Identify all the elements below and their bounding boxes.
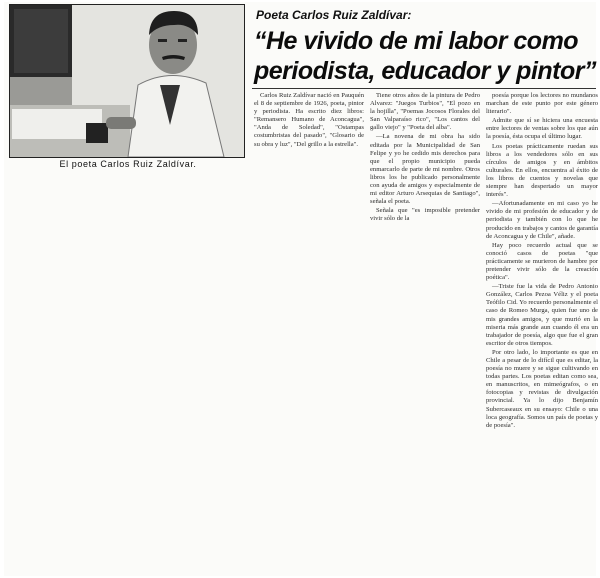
- paragraph: Por otro lado, lo importante es que en Chile a pesar de lo difícil que es editar, la poesía no muere y se sigue cultivando en todas partes. Los poetas editan como sea, en manuscritos, en mimeógrafos, o en fotocopias y revistas de divulgación provincial. Ya lo dijo Benjamín Subercaseaux en su ensayo: Chile o una loca geografía. Somos un país de poetas y de poesía".: [486, 348, 598, 429]
- paragraph: Tiene otros años de la pintura de Pedro Alvarez: "Juegos Turbios", "El pozo en la hojilla", "Poemas Jocosos Florales del San Valparaíso rico", "Los cantos del gallo viejo" y "Poeta del alba".: [370, 92, 480, 132]
- paragraph: Señala que "es imposible pretender vivir sólo de la: [370, 207, 480, 223]
- article-headline: “He vivido de mi labor como periodista, educador y pintor”: [254, 27, 596, 85]
- paragraph: —La novena de mi obra ha sido editada por la Municipalidad de San Felipe y yo he cedido mis derechos para que el propio municipio pueda enmarcarlo de parte de mi nombre. Otros libros los he publicado personalmente con ayuda de amigos y especialmente de mi editor Arturo Arsequias de Santiago", señala el poeta.: [370, 133, 480, 206]
- paragraph: poesía porque los lectores no mundanos marchan de este punto por este género literario".: [486, 92, 598, 116]
- paragraph: Carlos Ruiz Zaldívar nació en Pauquén el 8 de septiembre de 1926, poeta, pintor y periodista. Ha escrito diez libros: "Remansero Humano de Aconcagua", "Anda de Soledad", "Ostampas costumbristas del pasado", "Glosario de su obra y luz", "Del grillo a la estrella".: [254, 92, 364, 148]
- article-column-2: [370, 92, 480, 286]
- article-column-1: [254, 92, 364, 182]
- photo-caption: El poeta Carlos Ruiz Zaldívar.: [59, 159, 197, 169]
- paragraph: Los poetas prácticamente ruedan sus libros a los vendedores sólo en sus círculos de amigos y en ámbitos culturales. En ellos, encuentra al éxito de los libros de cuentos y novelas que siempre han despertado un mayor interés".: [486, 142, 598, 199]
- paragraph: Admite que sí se hiciera una encuesta entre lectores de ventas sobre los que aún la poesía, ésta ocupa el último lugar.: [486, 117, 598, 141]
- paragraph: —Afortunadamente en mi caso yo he vivido de mi profesión de educador y de periodista y también con lo que he producido en trabajos y cantos de garantía de Aconcagua y de Chile", añade.: [486, 200, 598, 240]
- portrait-illustration: [10, 5, 244, 157]
- paragraph: Hay poco recuerdo actual que se conoció casos de poetas "que prácticamente se murieron de hambre por pretender vivir sólo de la creación poética".: [486, 241, 598, 282]
- paragraph: —Triste fue la vida de Pedro Antonio González, Carlos Pezoa Véliz y el poeta Teófilo Cid. Yo recuerdo personalmente el caso de Romeo Murga, quien fue uno de mis grandes amigos, y que murió en la miseria más grande aun cuando él era un trabajador de poesía, algo que fue el gran escritor de otros tiempos.: [486, 283, 598, 347]
- article-column-3: [486, 92, 598, 576]
- portrait-photo: [9, 4, 245, 158]
- newspaper-clipping: [4, 2, 596, 576]
- article-kicker: Poeta Carlos Ruiz Zaldívar:: [256, 8, 412, 22]
- headline-divider: [252, 88, 596, 89]
